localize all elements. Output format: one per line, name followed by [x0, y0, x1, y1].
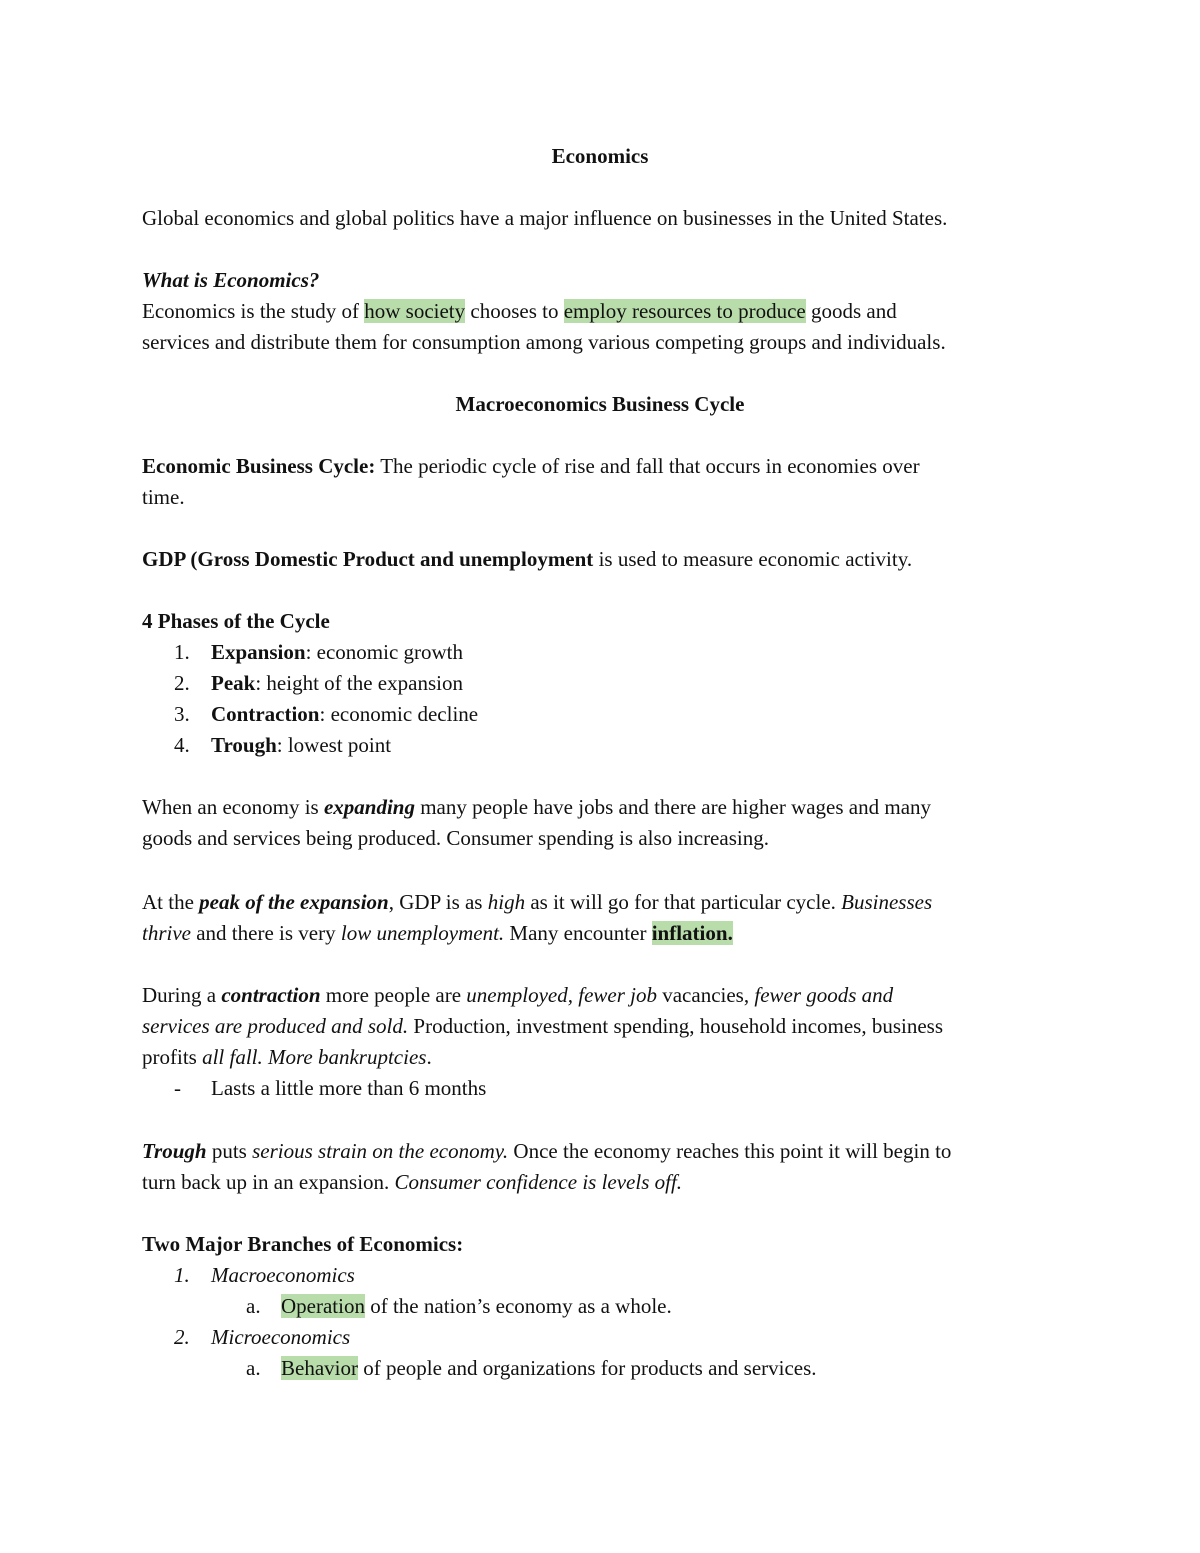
- what-is-line-2: services and distribute them for consumption among various competing groups and individuals.: [142, 330, 946, 354]
- contraction-line-3: profits all fall. More bankruptcies.: [142, 1045, 432, 1069]
- title-text: Economics: [551, 144, 649, 168]
- macro-heading: Macroeconomics Business Cycle: [455, 392, 745, 416]
- contraction-line-2: services are produced and sold. Production, investment spending, household incomes, business: [142, 1014, 944, 1038]
- trough-line-2: turn back up in an expansion. Consumer confidence is levels off.: [142, 1170, 683, 1194]
- business-cycle-definition: Economic Business Cycle: The periodic cycle of rise and fall that occurs in economies over: [142, 454, 920, 478]
- highlight-how-society: how society: [364, 299, 466, 323]
- business-cycle-term: Economic Business Cycle:: [142, 454, 376, 478]
- what-is-heading: What is Economics?: [142, 268, 320, 292]
- intro-paragraph: Global economics and global politics have a major influence on businesses in the United States.: [142, 206, 948, 230]
- branches-heading: Two Major Branches of Economics:: [142, 1232, 464, 1256]
- highlight-operation: Operation: [281, 1294, 365, 1318]
- expanding-line-2: goods and services being produced. Consumer spending is also increasing.: [142, 826, 769, 850]
- trough-line-1: Trough puts serious strain on the economy. Once the economy reaches this point it will begin to: [142, 1139, 952, 1163]
- page-title: [0, 142, 1200, 170]
- contraction-line-1: During a contraction more people are unemployed, fewer job vacancies, fewer goods and: [142, 983, 894, 1007]
- highlight-employ-resources: employ resources to produce: [563, 299, 806, 323]
- business-cycle-definition-cont: time.: [142, 485, 185, 509]
- highlight-inflation: inflation.: [651, 921, 733, 945]
- peak-line-2: thrive and there is very low unemployment. Many encounter inflation.: [142, 921, 733, 945]
- document-page: Economics Global economics and global politics have a major influence on businesses in the United States. What is Economics? Economics is the study of how society chooses to employ resources to produce goods and services and distribute them for consumption among various competing groups and individuals. Macroeconomics Business Cycle Economic Business Cycle: The periodic cycle of rise and fall that occurs in economies over time. GDP (Gross Domestic Product and unemployment is used to measure economic activity. 4 Phases of the Cycle 1. Expansion: economic growth 2. Peak: height of the expansion 3. Contraction: economic decline 4. Trough: lowest point When an economy is expanding many people have jobs and there are higher wages and many goods and services being produced. Consumer spending is also increasing. At the peak of the expansion, GDP is as high as it will go for that particular cycle. Businesses thrive and there is very low unemployment. Many encounter inflation. During a contraction more people are unemployed, fewer job vacancies, fewer goods and services are produced and sold. Production, investment spending, household incomes, business profits all fall. More bankruptcies. - Lasts a little more than 6 months Trough puts serious strain on the economy. Once the economy reaches this point it will begin to turn back up in an expansion. Consumer confidence is levels off. Two Major Branches of Economics: 1. Macroeconomics a. Operation of the nation’s economy as a whole. 2. Microeconomics a. Behavior of people and organizations for products and services.: [0, 0, 1200, 1553]
- dash-bullet: -: [174, 1076, 181, 1100]
- peak-line-1: At the peak of the expansion, GDP is as high as it will go for that particular cycle. Businesses: [142, 890, 933, 914]
- expanding-line-1: When an economy is expanding many people have jobs and there are higher wages and many: [142, 795, 932, 819]
- highlight-behavior: Behavior: [281, 1356, 358, 1380]
- what-is-line-1: Economics is the study of how society chooses to employ resources to produce goods and: [142, 299, 897, 323]
- phases-heading: 4 Phases of the Cycle: [142, 609, 330, 633]
- gdp-paragraph: GDP (Gross Domestic Product and unemployment is used to measure economic activity.: [142, 547, 913, 571]
